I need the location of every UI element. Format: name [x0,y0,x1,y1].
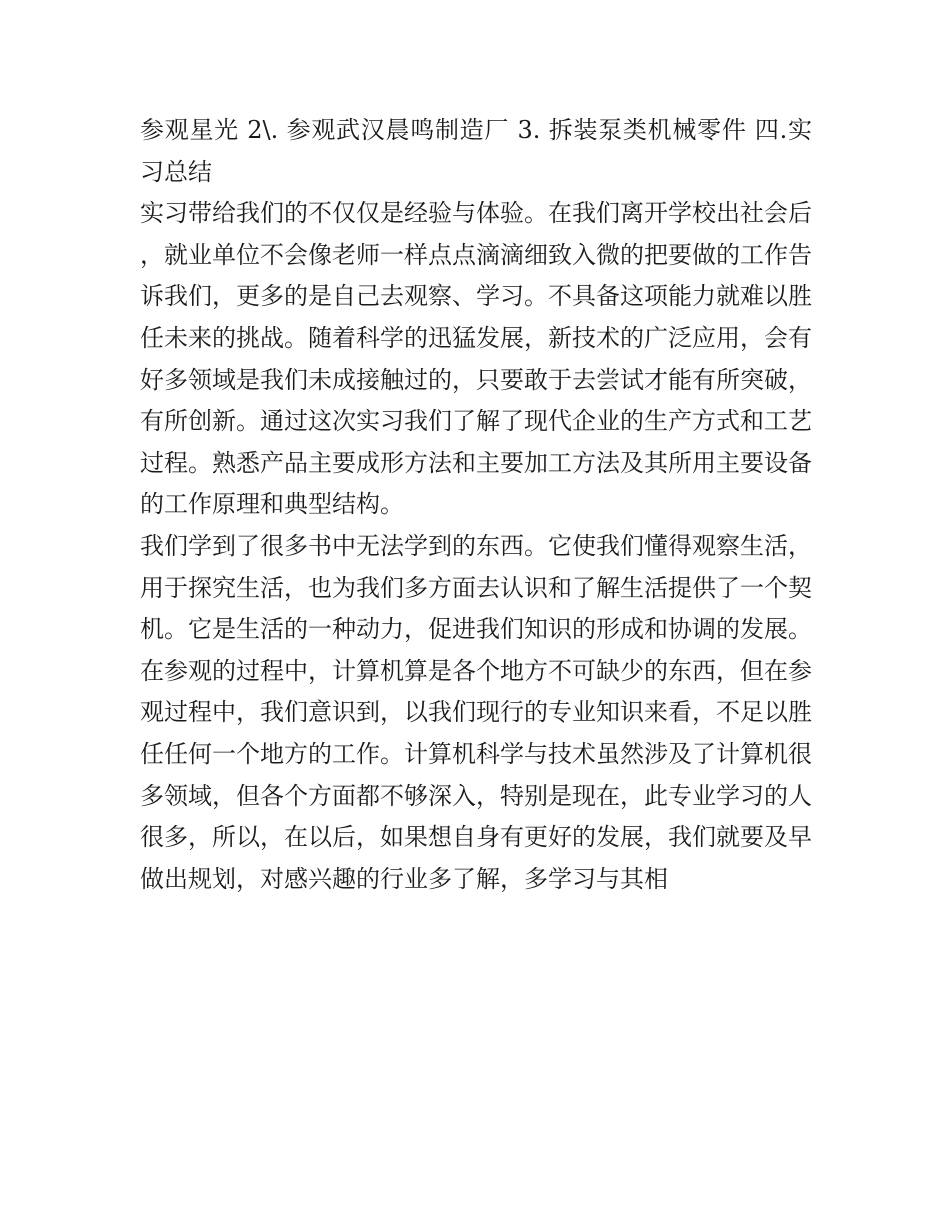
paragraph-learning: 我们学到了很多书中无法学到的东西。它使我们懂得观察生活，用于探究生活，也为我们多方面去认识和了解生活提供了一个契机。它是生活的一种动力，促进我们知识的形成和协调的发展。 [140,531,812,644]
paragraph-heading-line: 参观星光 2\. 参观武汉晨鸣制造厂 3. 拆装泵类机械零件 四.实习总结 [140,116,812,186]
document-body [140,110,812,900]
paragraph-internship-summary: 实习带给我们的不仅仅是经验与体验。在我们离开学校出社会后，就业单位不会像老师一样点点滴滴细致入微的把要做的工作告诉我们，更多的是自己去观察、学习。不具备这项能力就难以胜任未来的挑战。随着科学的迅猛发展，新技术的广泛应用，会有好多领域是我们未成接触过的，只要敢于去尝试才能有所突破，有所创新。通过这次实习我们了解了现代企业的生产方式和工艺过程。熟悉产品主要成形方法和主要加工方法及其所用主要设备的工作原理和典型结构。 [140,199,812,519]
paragraph-computer-reflection: 在参观的过程中，计算机算是各个地方不可缺少的东西，但在参观过程中，我们意识到，以我们现行的专业知识来看，不足以胜任任何一个地方的工作。计算机科学与技术虽然涉及了计算机很多领域，但各个方面都不够深入，特别是现在，此专业学习的人很多，所以，在以后，如果想自身有更好的发展，我们就要及早做出规划，对感兴趣的行业多了解，多学习与其相 [140,656,812,893]
